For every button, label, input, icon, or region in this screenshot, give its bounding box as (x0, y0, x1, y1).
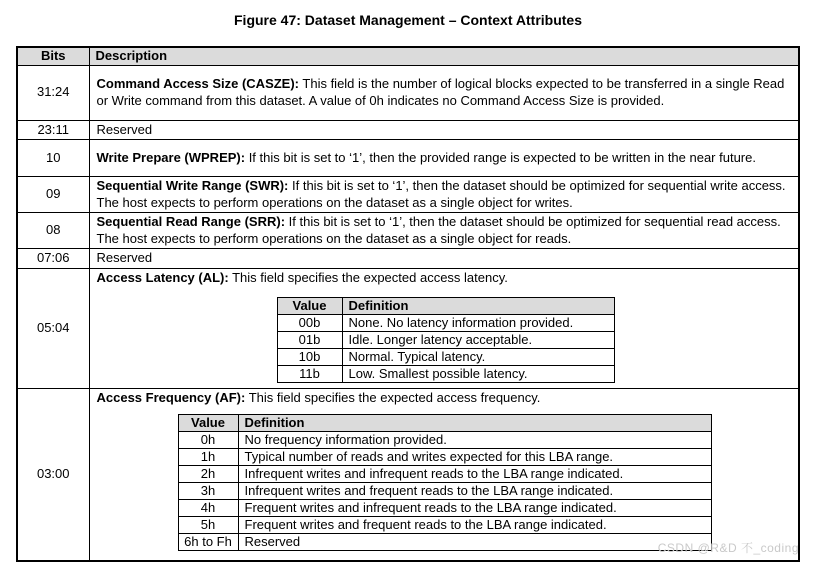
description-cell (89, 268, 799, 388)
subtable-row (178, 449, 711, 466)
header-row (17, 47, 799, 65)
description-cell (89, 177, 799, 213)
definition-cell: Idle. Longer latency acceptable. (342, 332, 614, 349)
field-text: This field is the number of logical blocks expected to be transferred in a single Read or Write command from this dataset. A value of 0h indicates no Command Access Size is provided. (96, 76, 785, 108)
field-text: This field specifies the expected access latency. (228, 269, 508, 285)
bits-cell: 08 (17, 213, 89, 249)
description-cell (89, 140, 799, 177)
description-cell (89, 249, 799, 269)
subtable-row (277, 332, 614, 349)
field-term: Sequential Write Range (SWR): (96, 178, 289, 193)
value-cell: 01b (277, 332, 342, 349)
subtable-row (178, 517, 711, 534)
table-row (17, 140, 799, 177)
definition-cell: Infrequent writes and infrequent reads to the LBA range indicated. (238, 466, 711, 483)
value-cell: 3h (178, 483, 238, 500)
definition-cell: Typical number of reads and writes expected for this LBA range. (238, 449, 711, 466)
value-cell: 10b (277, 349, 342, 366)
bits-cell: 03:00 (17, 388, 89, 561)
definition-cell: Frequent writes and infrequent reads to the LBA range indicated. (238, 500, 711, 517)
table-row (17, 213, 799, 249)
subtable-row (277, 366, 614, 383)
bits-cell: 09 (17, 177, 89, 213)
description-column-header: Description (89, 47, 799, 65)
context-attributes-table (16, 46, 800, 562)
definition-column-header: Definition (238, 415, 711, 432)
table-row (17, 65, 799, 120)
subtable-row (178, 483, 711, 500)
figure-title: Figure 47: Dataset Management – Context Attributes (234, 12, 582, 28)
description-cell (89, 213, 799, 249)
field-text: Reserved (96, 121, 153, 137)
bits-cell: 23:11 (17, 120, 89, 140)
subtable-row (277, 349, 614, 366)
field-text: If this bit is set to ‘1’, then the dataset should be optimized for sequential read access. The host expects to perform operations on the dataset as a single object for reads. (96, 214, 781, 246)
definition-cell: Infrequent writes and frequent reads to the LBA range indicated. (238, 483, 711, 500)
table-row (17, 388, 799, 561)
value-cell: 4h (178, 500, 238, 517)
field-term: Sequential Read Range (SRR): (96, 214, 286, 229)
value-cell: 6h to Fh (178, 534, 238, 551)
definition-cell: Frequent writes and frequent reads to the LBA range indicated. (238, 517, 711, 534)
definition-column-header: Definition (342, 298, 614, 315)
value-cell: 11b (277, 366, 342, 383)
description-cell (89, 120, 799, 140)
definition-cell: None. No latency information provided. (342, 315, 614, 332)
access-frequency-subtable (178, 414, 712, 551)
value-cell: 1h (178, 449, 238, 466)
definition-cell: Normal. Typical latency. (342, 349, 614, 366)
field-term: Command Access Size (CASZE): (96, 76, 300, 91)
bits-cell: 31:24 (17, 65, 89, 120)
table-row (17, 268, 799, 388)
field-term: Access Latency (AL): (96, 269, 229, 285)
value-cell: 0h (178, 432, 238, 449)
value-cell: 5h (178, 517, 238, 534)
bits-column-header: Bits (17, 47, 89, 65)
definition-cell: Reserved (238, 534, 711, 551)
table-row (17, 249, 799, 269)
field-text: This field specifies the expected access frequency. (245, 389, 541, 405)
subtable-row (277, 315, 614, 332)
field-text: If this bit is set to ‘1’, then the dataset should be optimized for sequential write access. The host expects to perform operations on the dataset as a single object for writes. (96, 178, 786, 210)
bits-cell: 10 (17, 140, 89, 177)
definition-cell: Low. Smallest possible latency. (342, 366, 614, 383)
description-cell (89, 388, 799, 561)
value-cell: 2h (178, 466, 238, 483)
subtable-header-row (277, 298, 614, 315)
table-row (17, 177, 799, 213)
table-row (17, 120, 799, 140)
value-column-header: Value (178, 415, 238, 432)
value-column-header: Value (277, 298, 342, 315)
description-cell (89, 65, 799, 120)
bits-cell: 07:06 (17, 249, 89, 269)
access-latency-subtable (277, 297, 615, 383)
field-term: Write Prepare (WPREP): (96, 149, 246, 165)
subtable-row (178, 466, 711, 483)
subtable-row (178, 432, 711, 449)
subtable-header-row (178, 415, 711, 432)
definition-cell: No frequency information provided. (238, 432, 711, 449)
field-text: If this bit is set to ‘1’, then the provided range is expected to be written in the near future. (245, 149, 756, 165)
watermark: CSDN @R&D 不_coding (657, 541, 799, 555)
subtable-row (178, 500, 711, 517)
field-text: Reserved (96, 250, 153, 265)
field-term: Access Frequency (AF): (96, 389, 246, 405)
bits-cell: 05:04 (17, 268, 89, 388)
subtable-row (178, 534, 711, 551)
value-cell: 00b (277, 315, 342, 332)
